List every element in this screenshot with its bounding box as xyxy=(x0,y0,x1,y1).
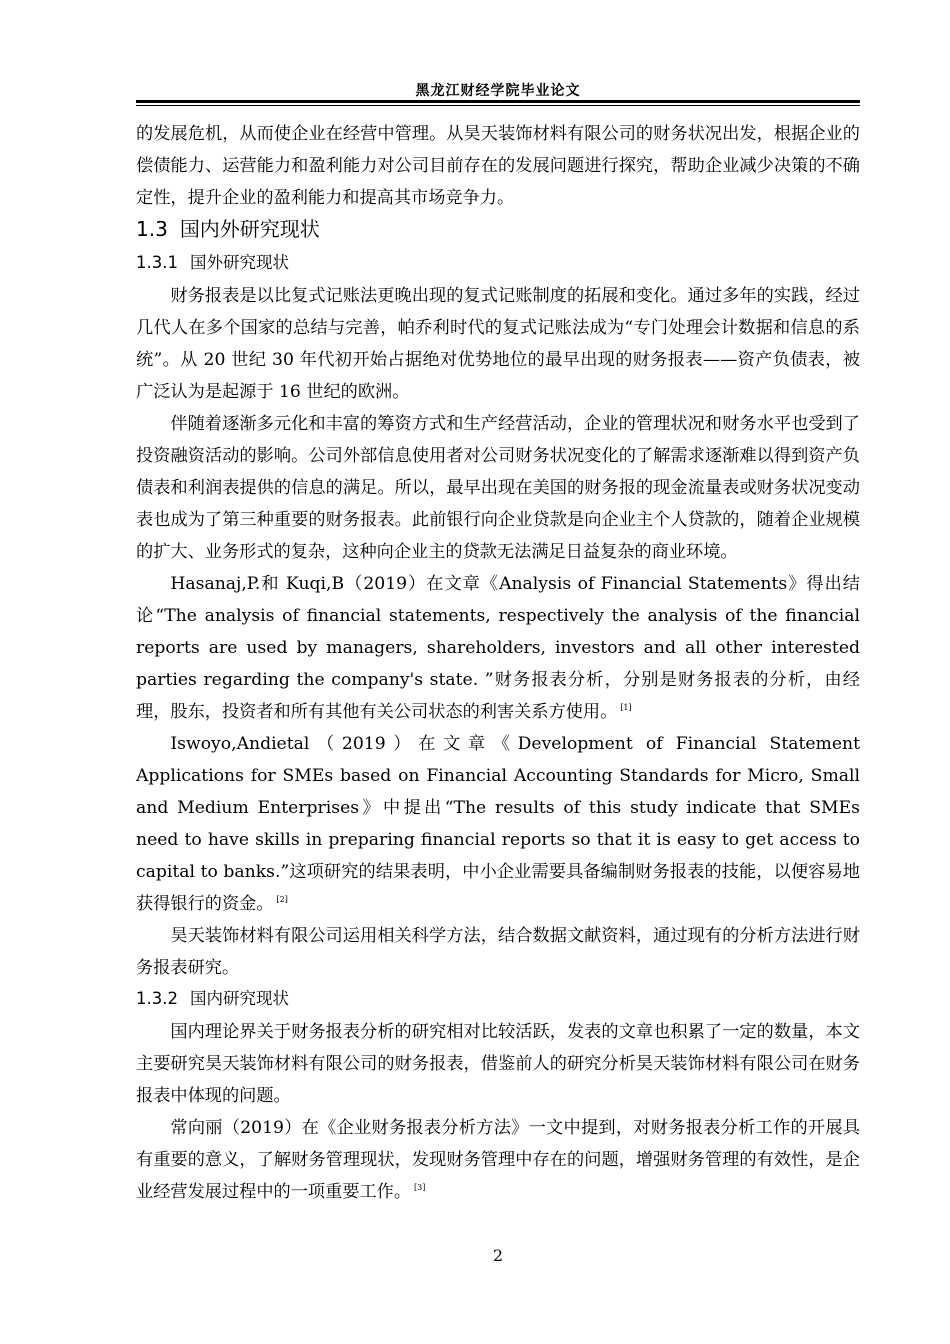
paragraph: 昊天装饰材料有限公司运用相关科学方法，结合数据文献资料，通过现有的分析方法进行财务报表研究。 xyxy=(136,926,860,978)
paragraph-text: Iswoyo,Andietal（2019）在文章《Development of Financial Statement Applications for SMEs based on Financial Accounting Standards for Micro, Small and Medium Enterprises》中提出“The results of this study indicate that SMEs need to have skills in preparing financial reports so that it is easy to get access to capital to banks.”这项研究的结果表明，中小企业需要具备编制财务报表的技能，以便容易地获得银行的资金。 xyxy=(136,734,860,914)
section-number: 1.3 xyxy=(136,217,168,241)
paragraph-text: 常向丽（2019）在《企业财务报表分析方法》一文中提到，对财务报表分析工作的开展具有重要的意义，了解财务管理现状，发现财务管理中存在的问题，增强财务管理的有效性，是企业经营发展过程中的一项重要工作。 xyxy=(136,1118,860,1202)
running-header: 黑龙江财经学院毕业论文 xyxy=(415,83,581,99)
subsection-heading-1-3-1 xyxy=(136,248,860,280)
header-rule-thin xyxy=(136,105,860,106)
paragraph-citation-2 xyxy=(136,728,860,920)
subsection-title: 国外研究现状 xyxy=(189,253,289,272)
page-number: 2 xyxy=(492,1246,504,1265)
paragraph: 财务报表是以比复式记账法更晚出现的复式记账制度的拓展和变化。通过多年的实践，经过几代人在多个国家的总结与完善，帕乔利时代的复式记账法成为“专门处理会计数据和信息的系统”。从 20 世纪 30 年代初开始占据绝对优势地位的最早出现的财务报表——资产负债表，被广泛认为是起源于 16 世纪的欧洲。 xyxy=(136,286,860,402)
paragraph: 伴随着逐渐多元化和丰富的筹资方式和生产经营活动，企业的管理状况和财务水平也受到了投资融资活动的影响。公司外部信息使用者对公司财务状况变化的了解需求逐渐难以得到资产负债表和利润表提供的信息的满足。所以，最早出现在美国的财务报的现金流量表或财务状况变动表也成为了第三种重要的财务报表。此前银行向企业贷款是向企业主个人贷款的，随着企业规模的扩大、业务形式的复杂，这种向企业主的贷款无法满足日益复杂的商业环境。 xyxy=(136,414,860,562)
subsection-number: 1.3.2 xyxy=(136,989,178,1008)
section-heading-1-3 xyxy=(136,214,860,248)
paragraph-citation-3 xyxy=(136,1112,860,1208)
reference-marker: [3] xyxy=(414,1183,426,1193)
paragraph-citation-1 xyxy=(136,568,860,728)
section-title: 国内外研究现状 xyxy=(179,217,320,241)
reference-marker: [2] xyxy=(276,895,288,905)
paragraph: 国内理论界关于财务报表分析的研究相对比较活跃，发表的文章也积累了一定的数量，本文主要研究昊天装饰材料有限公司的财务报表，借鉴前人的研究分析昊天装饰材料有限公司在财务报表中体现的问题。 xyxy=(136,1022,860,1106)
body-text xyxy=(136,118,860,1208)
header-rule-thick xyxy=(136,100,860,103)
subsection-title: 国内研究现状 xyxy=(189,989,289,1008)
subsection-number: 1.3.1 xyxy=(136,253,178,272)
paragraph-text: Hasanaj,P.和 Kuqi,B（2019）在文章《Analysis of Financial Statements》得出结论“The analysis of financial statements, respectively the analysis of the financial reports are used by managers, shareholders, investors and all other interested parties regarding the company's state. ”财务报表分析，分别是财务报表的分析，由经理，股东，投资者和所有其他有关公司状态的利害关系方使用。 xyxy=(136,574,860,722)
paragraph-intro: 的发展危机，从而使企业在经营中管理。从昊天装饰材料有限公司的财务状况出发，根据企业的偿债能力、运营能力和盈利能力对公司目前存在的发展问题进行探究，帮助企业减少决策的不确定性，提升企业的盈利能力和提高其市场竞争力。 xyxy=(136,124,860,208)
reference-marker: [1] xyxy=(620,703,632,713)
subsection-heading-1-3-2 xyxy=(136,984,860,1016)
